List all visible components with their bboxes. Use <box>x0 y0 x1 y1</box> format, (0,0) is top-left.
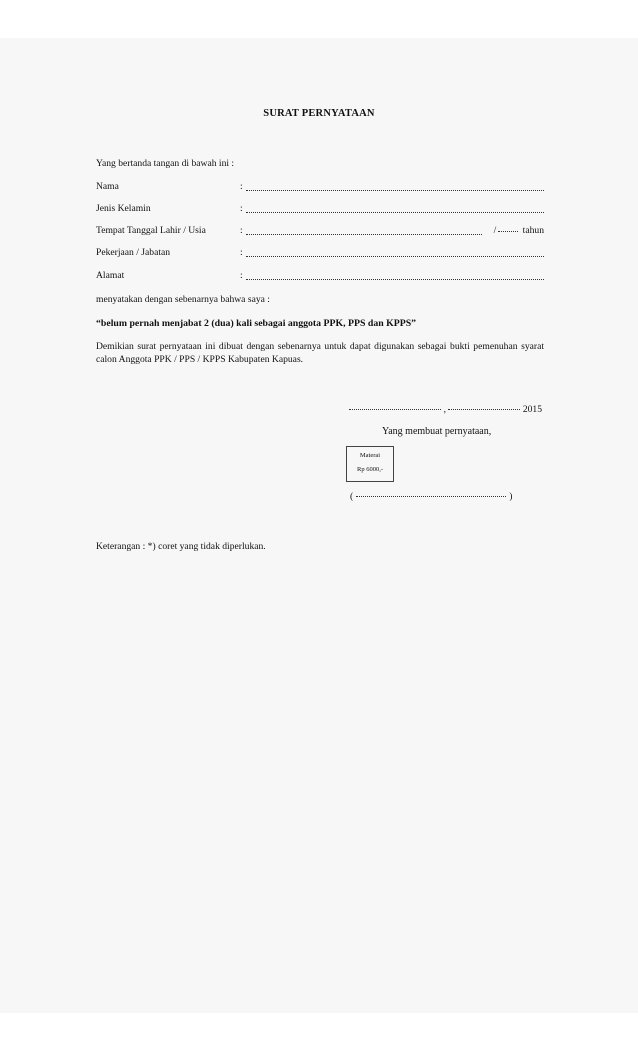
statement-text: “belum pernah menjabat 2 (dua) kali sebagai anggota PPK, PPS dan KPPS” <box>96 318 417 329</box>
age-blank <box>498 231 518 232</box>
field-label: Pekerjaan / Jabatan <box>96 247 171 258</box>
document-page <box>0 38 638 1013</box>
signature-line <box>350 491 512 502</box>
place-blank <box>349 409 441 410</box>
date-blank <box>448 409 520 410</box>
closing-paragraph: Demikian surat pernyataan ini dibuat dengan sebenarnya untuk dapat digunakan sebagai bukti pemenuhan syarat calon Anggota PPK / PPS / KPPS Kabupaten Kapuas. <box>96 341 544 365</box>
field-colon: : <box>240 203 243 214</box>
sign-close: ) <box>509 491 513 502</box>
declaration-text: menyatakan dengan sebenarnya bahwa saya : <box>96 294 270 305</box>
field-colon: : <box>240 270 243 281</box>
field-colon: : <box>240 247 243 258</box>
field-colon: : <box>240 181 243 192</box>
field-pekerjaan <box>96 247 544 261</box>
date-line <box>349 404 542 415</box>
field-nama <box>96 181 544 195</box>
field-alamat <box>96 270 544 284</box>
field-colon: : <box>240 225 243 236</box>
intro-text: Yang bertanda tangan di bawah ini : <box>96 158 235 169</box>
document-title: SURAT PERNYATAAN <box>263 108 375 119</box>
field-tempat-tanggal-lahir <box>96 225 544 239</box>
field-label: Alamat <box>96 270 125 281</box>
field-blank <box>246 279 544 280</box>
date-year: 2015 <box>522 404 542 415</box>
age-suffix <box>494 225 544 236</box>
field-jenis-kelamin <box>96 203 544 217</box>
sign-open: ( <box>350 491 354 502</box>
field-label: Jenis Kelamin <box>96 203 151 214</box>
stamp-label: Materai <box>359 452 381 459</box>
field-blank <box>246 212 544 213</box>
age-separator: / <box>493 225 497 236</box>
field-blank <box>246 256 544 257</box>
stamp-box <box>346 446 394 482</box>
note-text: Keterangan : *) coret yang tidak diperlukan. <box>96 541 266 552</box>
signature-blank <box>356 496 506 497</box>
signer-label: Yang membuat pernyataan, <box>382 426 492 437</box>
field-label: Nama <box>96 181 119 192</box>
date-comma: , <box>443 404 446 415</box>
age-unit: tahun <box>522 225 544 236</box>
stamp-value: Rp 6000,- <box>357 466 383 473</box>
field-blank <box>246 234 482 235</box>
field-label: Tempat Tanggal Lahir / Usia <box>96 225 206 236</box>
field-blank <box>246 190 544 191</box>
